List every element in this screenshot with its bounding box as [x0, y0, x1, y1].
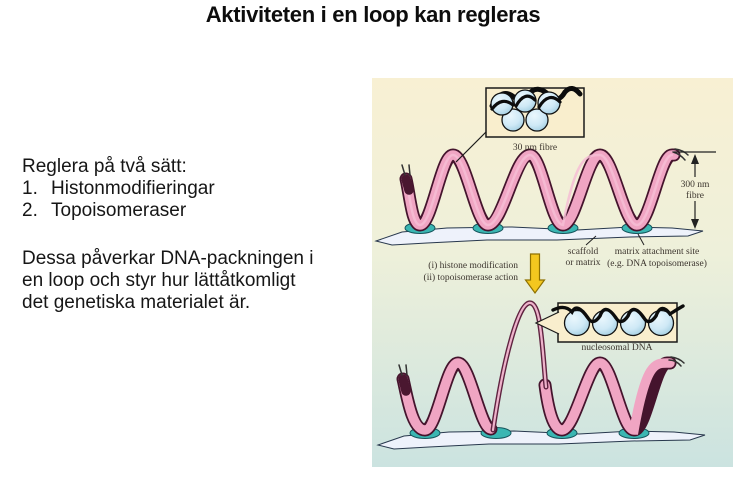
list-label: Topoisomeraser — [51, 200, 187, 221]
label-dna-topoisomerase: (e.g. DNA topoisomerase) — [607, 259, 707, 269]
top-panel — [376, 88, 716, 269]
callout-nucleosomal-dna — [536, 303, 683, 353]
fibre-300nm-top — [402, 149, 688, 225]
label-300nm: 300 nm — [680, 180, 710, 190]
down-arrow-icon — [526, 254, 545, 293]
fibre-300nm-bottom — [399, 357, 684, 430]
paragraph-line: det genetiska materialet är. — [22, 292, 251, 313]
label-matrix-attachment-site: matrix attachment site — [614, 247, 700, 257]
label-or-matrix: or matrix — [565, 258, 601, 268]
list-item-1 — [22, 178, 367, 200]
dimension-300nm — [674, 152, 716, 229]
scaffold-label — [565, 236, 600, 268]
list-number: 1. — [22, 178, 38, 199]
label-300nm-fibre: fibre — [686, 191, 704, 201]
label-topoisomerase-action: (ii) topoisomerase action — [423, 273, 518, 283]
list-number: 2. — [22, 200, 38, 221]
matrix-site-label — [607, 234, 707, 269]
intro-line: Reglera på två sätt: — [22, 156, 187, 177]
bottom-panel — [378, 303, 705, 449]
fibre-dark-tip — [406, 179, 409, 190]
paragraph-line: en loop och styr hur lättåtkomligt — [22, 270, 296, 291]
label-scaffold: scaffold — [567, 247, 599, 257]
paragraph — [22, 248, 367, 314]
paragraph-line: Dessa påverkar DNA-packningen i — [22, 248, 314, 269]
label-nucleosomal-dna: nucleosomal DNA — [581, 343, 653, 353]
slide-title: Aktiviteten i en loop kan regleras — [205, 2, 541, 27]
list-item-2 — [22, 200, 367, 222]
body-text-block — [22, 156, 367, 314]
figure-dna-loops — [372, 78, 733, 467]
label-histone-modification: (i) histone modification — [428, 261, 518, 271]
list-label: Histonmodifieringar — [51, 178, 215, 199]
process-step — [424, 254, 545, 293]
callout-30nm-fibre — [456, 88, 584, 162]
label-30nm-fibre: 30 nm fibre — [512, 143, 558, 153]
fibre-dark-tip — [403, 379, 406, 391]
